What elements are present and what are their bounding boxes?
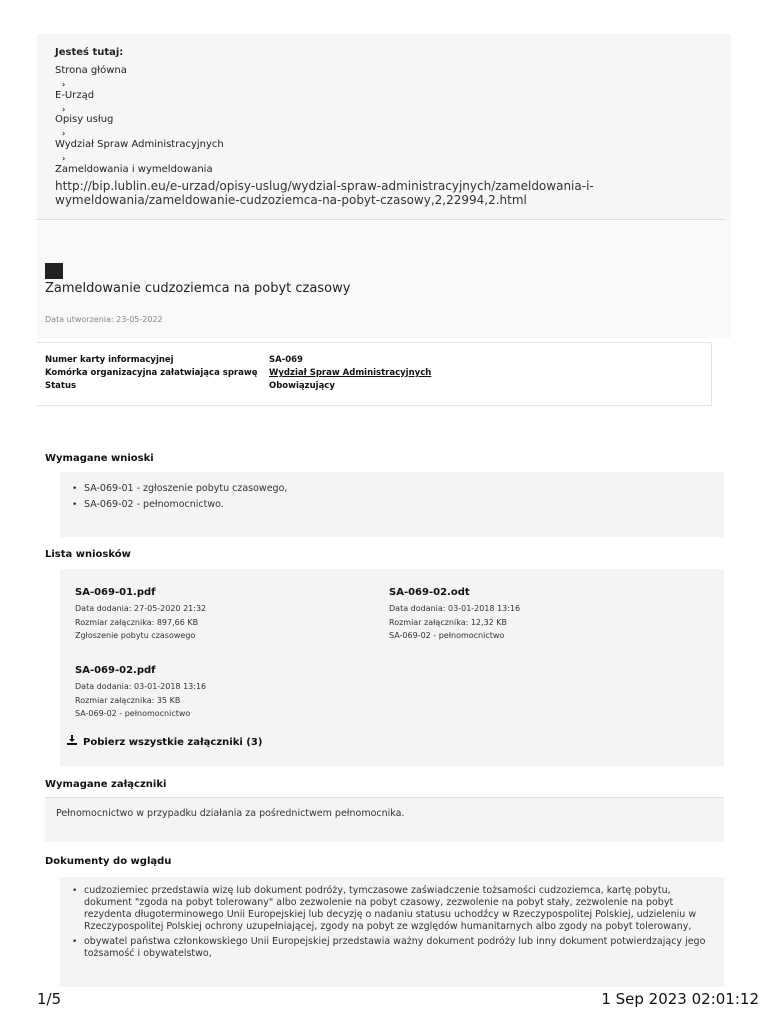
info-table [37,342,712,406]
chevron-right-icon: › [62,80,66,89]
list-item: • SA-069-02 - pełnomocnictwo. [68,499,287,511]
file-description: SA-069-02 - pełnomocnictwo [389,631,505,640]
file-item [389,587,520,643]
chevron-right-icon: › [62,105,66,114]
list-item: • obywatel państwa członkowskiego Unii Europejskiej przedstawia ważny dokument podróży lub inny dokument potwierdzający jego tożsamość i obywatelstwo, [68,936,718,960]
breadcrumb-item-e-urzad[interactable]: E-Urząd [55,90,95,101]
list-item: • SA-069-01 - zgłoszenie pobytu czasowego, [68,483,287,495]
file-date: Data dodania: 03-01-2018 13:16 [75,682,207,691]
list-item: • cudzoziemiec przedstawia wizę lub dokument podróży, tymczasowe zaświadczenie tożsamości cudzoziemca, kartę pobytu, dokument "zgoda na pobyt tolerowany" albo zezwolenie na pobyt czasowy, zezwolenie na pobyt stały, zezwolenie na pobyt rezydenta długoterminowego Unii Europejskiej lub decyzję o nadaniu statusu uchodźcy w Rzeczypospolitej Polskiej, udzieleniu w Rzeczypospolitej Polskiej ochrony uzupełniającej, zgody na pobyt ze względów humanitarnych albo zgody na pobyt tolerowany, [68,885,718,933]
breadcrumb-item-zameldowania[interactable]: Zameldowania i wymeldowania [55,164,213,175]
breadcrumb-item-wydzial[interactable]: Wydział Spraw Administracyjnych [55,139,224,150]
info-key: Komórka organizacyjna załatwiająca sprawę [45,368,258,378]
required-attachments-heading: Wymagane załączniki [45,779,167,790]
info-key: Numer karty informacyjnej [45,355,174,365]
file-description: SA-069-02 - pełnomocnictwo [75,709,191,718]
chevron-right-icon: › [62,129,66,138]
file-link[interactable]: SA-069-01.pdf [75,587,156,598]
info-value: SA-069 [269,355,303,365]
category-icon [45,263,63,279]
print-timestamp: 1 Sep 2023 02:01:12 [601,990,759,1008]
required-attachments-box [45,797,724,842]
documents-list [68,885,718,960]
page-number: 1/5 [37,990,62,1008]
breadcrumb-item-opisy-uslug[interactable]: Opisy usług [55,114,114,125]
file-link[interactable]: SA-069-02.odt [389,587,470,598]
required-attachments-text: Pełnomocnictwo w przypadku działania za pośrednictwem pełnomocnika. [56,808,405,819]
file-size: Rozmiar załącznika: 897,66 KB [75,617,199,627]
forms-list-heading: Lista wniosków [45,549,131,560]
file-item [75,665,206,721]
required-forms-box [60,472,724,537]
file-size: Rozmiar załącznika: 12,32 KB [389,617,508,627]
file-description: Zgłoszenie pobytu czasowego [75,631,196,640]
status-value: Obowiązujący [269,381,335,391]
breadcrumb [37,34,731,220]
required-forms-list [68,483,287,511]
title-section [37,220,731,338]
file-size: Rozmiar załącznika: 35 KB [75,695,181,705]
download-icon [67,735,79,748]
required-forms-heading: Wymagane wnioski [45,453,154,464]
breadcrumb-item-home[interactable]: Strona główna [55,65,127,76]
file-date: Data dodania: 27-05-2020 21:32 [75,604,207,613]
chevron-right-icon: › [62,154,66,163]
page-url: http://bip.lublin.eu/e-urzad/opisy-uslug/wydzial-spraw-administracyjnych/zameldowania-i-wymeldowania/zameldowanie-cudzoziemca-na-pobyt-czasowy,2,22994,2.html [55,179,594,207]
department-link[interactable]: Wydział Spraw Administracyjnych [269,368,432,378]
file-item [75,587,206,643]
file-date: Data dodania: 03-01-2018 13:16 [389,604,521,613]
page-title: Zameldowanie cudzoziemca na pobyt czasowy [45,281,351,296]
documents-heading: Dokumenty do wglądu [45,856,172,867]
breadcrumb-title: Jesteś tutaj: [55,47,124,58]
download-all-button[interactable] [67,735,262,748]
created-date: Data utworzenia: 23-05-2022 [45,315,163,324]
download-all-label: Pobierz wszystkie załączniki (3) [83,737,263,748]
documents-box [60,877,724,987]
file-link[interactable]: SA-069-02.pdf [75,665,156,676]
info-key: Status [45,381,77,391]
